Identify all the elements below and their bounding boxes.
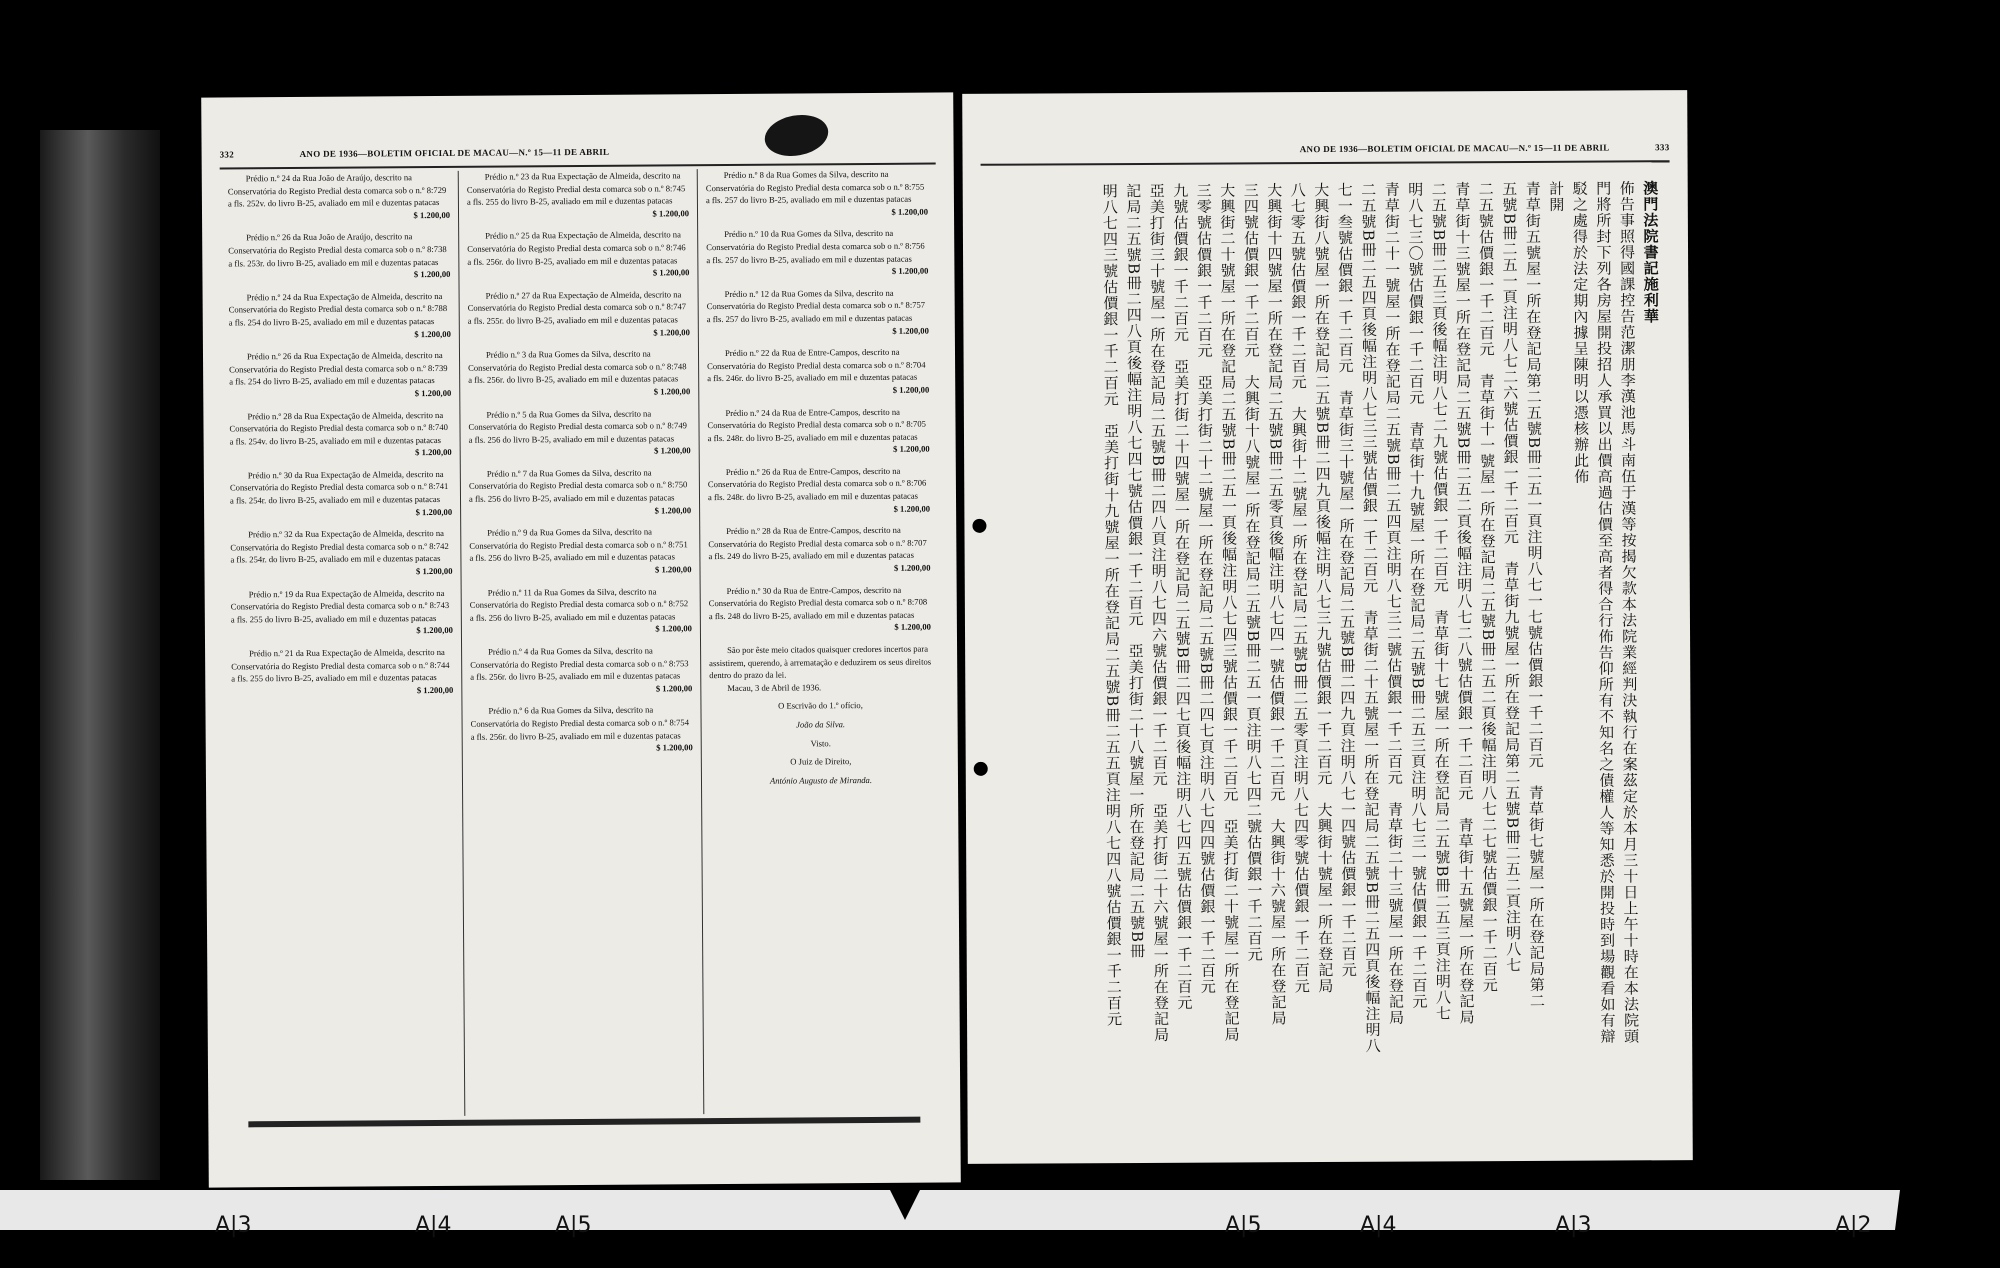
entry-text: Prédio n.º 30 da Rua de Entre-Campos, descrito na Conservatória do Registo Predial desta comarca sob o n.º 8:708 a fls. 248 do livro B-25, avaliado em mil e duzentas patacas — [708, 584, 928, 621]
entry-amount: $ 1.200,00 — [654, 445, 691, 456]
entry-text: Prédio n.º 11 da Rua Gomes da Silva, descrito na Conservatória do Registo Predial desta comarca sob o n.º 8:752 a fls. 256 do livro B-25, avaliado em mil e duzentas patacas — [469, 586, 689, 623]
property-entry — [468, 347, 690, 399]
entry-amount: $ 1.200,00 — [415, 506, 453, 517]
entry-text: Prédio n.º 4 da Rua Gomes da Silva, descrito na Conservatória do Registo Predial desta comarca sob o n.º 8:753 a fls. 256r. do livro B-25, avaliado em mil e duzentas patacas — [470, 645, 689, 682]
vertical-text-column: 駁之處得於法定期內據呈陳明以憑核辦此佈 — [1570, 180, 1591, 485]
entry-text: Prédio n.º 30 da Rua Expectação de Almeida, descrito na Conservatória do Registo Predial desta comarca sob o n.º 8:741 a fls. 254r. do livro B-25, avaliado em mil e duzentas patacas — [229, 468, 449, 506]
entry-text: Prédio n.º 32 da Rua Expectação de Almeida, descrito na Conservatória do Registo Predial desta comarca sob o n.º 8:742 a fls. 254r. do livro B-25, avaliado em mil e duzentas patacas — [230, 528, 449, 565]
column-2 — [459, 169, 705, 1116]
vertical-text-column: 八七零五號估價銀一千二百元 大興街十二號屋一所在登記局二五號B冊二五零頁注明八七四零號估價銀一千二百元 — [1288, 182, 1311, 995]
clerk-title: O Escrivão do 1.º ofício, — [778, 700, 863, 712]
property-entry — [468, 407, 690, 459]
vertical-text-column: 明八七三〇號估價銀一千二百元 青草街十九號屋一所在登記局二五號B冊二五三頁注明八七三一號估價銀一千二百元 — [1406, 181, 1429, 1010]
entry-amount: $ 1.200,00 — [655, 683, 693, 694]
entry-amount: $ 1.200,00 — [893, 503, 931, 514]
entry-text: Prédio n.º 3 da Rua Gomes da Silva, descrito na Conservatória do Registo Predial desta comarca sob o n.º 8:748 a fls. 256r. do livro B-25, avaliado em mil e duzentas patacas — [468, 348, 687, 386]
property-entry — [707, 286, 929, 338]
entry-text: Prédio n.º 5 da Rua Gomes da Silva, descrito na Conservatória do Registo Predial desta comarca sob o n.º 8:749 a fls. 256 do livro B-25, avaliado em mil e duzentas patacas — [468, 408, 687, 445]
entry-text: Prédio n.º 12 da Rua Gomes da Silva, descrito na Conservatória do Registo Predial desta comarca sob o n.º 8:757 a fls. 257 do livro B-25, avaliado em mil e duzentas patacas — [706, 287, 926, 325]
left-page — [201, 92, 961, 1187]
film-edge-band — [0, 1190, 2000, 1230]
vertical-text-column: 大興街二十號屋一所在登記局二五號B冊二五一頁後幅注明八七四三號估價銀一千二百元 亞美打街二十號屋一所在登記局 — [1218, 182, 1241, 1043]
clerk-name-text: João da Silva. — [796, 719, 846, 730]
vertical-text-column: 二五號B冊二五四頁後幅注明八七三三號估價銀一千二百元 青草街二十五號屋一所在登記局二五號B冊二五四頁後幅注明八 — [1359, 181, 1382, 1054]
judge-title: O Juiz de Direito, — [790, 756, 852, 767]
property-entry — [468, 288, 690, 340]
film-mark-label: A|2 — [1835, 1213, 1872, 1238]
entry-text: Prédio n.º 28 da Rua Expectação de Almeida, descrito na Conservatória do Registo Predial desta comarca sob o n.º 8:740 a fls. 254v. do livro B-25, avaliado em mil e duzentas patacas — [229, 409, 448, 447]
property-entry — [470, 704, 692, 756]
entry-amount: $ 1.200,00 — [413, 269, 451, 280]
entry-text: Prédio n.º 24 da Rua de Entre-Campos, descrito na Conservatória do Registo Predial desta comarca sob o n.º 8:705 a fls. 248r. do livro B-25, avaliado em mil e duzentas patacas — [707, 406, 926, 443]
entry-text: Prédio n.º 7 da Rua Gomes da Silva, descrito na Conservatória do Registo Predial desta comarca sob o n.º 8:750 a fls. 256 do livro B-25, avaliado em mil e duzentas patacas — [468, 467, 688, 504]
film-mark-label: A|5 — [555, 1213, 592, 1238]
film-mark-label: A|3 — [215, 1213, 252, 1238]
vertical-text-column: 三四號估價銀一千二百元 大興街十八號屋一所在登記局二五號B冊二五一頁注明八七四二號估價銀一千二百元 — [1241, 182, 1264, 963]
column-3 — [698, 168, 943, 1115]
vertical-text-column: 計開 — [1547, 180, 1566, 213]
vertical-text-column: 門將所封下列各房屋開投招人承買以出價高過估價至高者得合行佈告仰所有不知名之債權人等知悉於開投時到場觀看如有辯 — [1594, 180, 1617, 1045]
place-date: Macau, 3 de Abril de 1936. — [727, 682, 822, 693]
property-entry — [709, 583, 931, 635]
entry-amount: $ 1.200,00 — [656, 742, 693, 753]
bottom-rule — [248, 1117, 920, 1128]
property-entry — [229, 408, 451, 460]
judge-name-text: António Augusto de Miranda. — [769, 774, 873, 786]
property-entry — [467, 169, 689, 221]
entry-text: Prédio n.º 24 da Rua Expectação de Almeida, descrito na Conservatória do Registo Predial desta comarca sob o n.º 8:788 a fls. 254 do livro B-25, avaliado em mil e duzentas patacas — [228, 290, 448, 328]
closing-paragraph: São por êste meio citados quaisquer credores incertos para assistirem, querendo, à arrematação e deduzirem os seus direitos dentro do prazo da lei. — [709, 643, 932, 681]
vertical-text-column: 青草街五號屋一所在登記局第二五號B冊二五一頁注明八七一七號估價銀一千二百元 青草街七號屋一所在登記局第二 — [1523, 180, 1547, 1009]
page-header — [980, 142, 1669, 166]
property-entry — [708, 464, 930, 516]
entry-amount: $ 1.200,00 — [891, 206, 929, 217]
entry-text: Prédio n.º 24 da Rua João de Araújo, descrito na Conservatória do Registo Predial desta comarca sob o n.º 8:729 a fls. 252v. do livro B-25, avaliado em mil e duzentas patacas — [227, 172, 447, 209]
punch-hole — [974, 762, 988, 776]
property-entry — [470, 644, 692, 696]
property-entry — [707, 405, 929, 457]
property-entry — [708, 524, 930, 576]
entry-amount: $ 1.200,00 — [893, 443, 930, 455]
property-entry — [228, 230, 450, 282]
right-page — [962, 90, 1693, 1164]
property-entry — [230, 468, 452, 520]
entry-amount: $ 1.200,00 — [891, 265, 929, 276]
vertical-text-column: 五號B冊二五一頁注明八七二六號估價銀一千二百元 青草街九號屋一所在登記局第二五號B冊二五二頁注明八七 — [1500, 180, 1523, 974]
text-columns — [220, 168, 943, 1118]
entry-amount: $ 1.200,00 — [652, 208, 690, 219]
clerk-name — [710, 718, 932, 732]
judge-name — [710, 773, 932, 787]
property-entry — [706, 168, 928, 220]
property-entry — [230, 527, 452, 579]
entry-amount: $ 1.200,00 — [653, 326, 690, 338]
entry-text: Prédio n.º 9 da Rua Gomes da Silva, descrito na Conservatória do Registo Predial desta comarca sob o n.º 8:751 a fls. 256 do livro B-25, avaliado em mil e duzentas patacas — [469, 526, 688, 564]
property-entry — [228, 171, 450, 223]
property-entry — [469, 525, 691, 577]
property-entry — [229, 290, 451, 342]
entry-text: Prédio n.º 10 da Rua Gomes da Silva, descrito na Conservatória do Registo Predial desta comarca sob o n.º 8:756 a fls. 257 do livro B-25, avaliado em mil e duzentas patacas — [706, 228, 925, 265]
vertical-text-column: 二五號B冊二五三頁後幅注明八七二九號估價銀一千二百元 青草街十七號屋一所在登記局二五號B冊二五三頁注明八七 — [1429, 181, 1453, 1022]
entry-amount: $ 1.200,00 — [416, 625, 453, 636]
vertical-text-column: 澳門法院書記施利華 — [1641, 180, 1660, 325]
property-entry — [470, 585, 692, 637]
running-title: ANO DE 1936—BOLETIM OFICIAL DE MACAU—N.º 15—11 DE ABRIL — [1299, 142, 1610, 155]
entry-text: Prédio n.º 8 da Rua Gomes da Silva, descrito na Conservatória do Registo Predial desta comarca sob o n.º 8:755 a fls. 257 do livro B-25, avaliado em mil e duzentas patacas — [705, 168, 925, 206]
vertical-text-column: 明八七四三號估價銀一千二百元 亞美打街十九號屋一所在登記局二五號B冊二五五頁注明八七四八號估價銀一千二百元 — [1100, 183, 1124, 1028]
entry-amount: $ 1.200,00 — [654, 564, 692, 575]
running-title: ANO DE 1936—BOLETIM OFICIAL DE MACAU—N.º 15—11 DE ABRIL — [299, 146, 610, 159]
vertical-text-column: 大興街十四號屋一所在登記局二五號B冊二五零頁後幅注明八七四一號估價銀一千二百元 大興街十六號屋一所在登記局 — [1265, 182, 1288, 1027]
vertical-text-column: 大興街八號屋一所在登記局二五號B冊二四九頁後幅注明八七三九號估價銀一千二百元 大興街十號屋一所在登記局 — [1312, 181, 1335, 995]
property-entry — [706, 227, 928, 279]
page-header — [220, 145, 936, 170]
entry-amount: $ 1.200,00 — [894, 621, 931, 633]
entry-amount: $ 1.200,00 — [893, 562, 931, 573]
punch-hole — [972, 519, 986, 533]
entry-amount: $ 1.200,00 — [655, 623, 692, 634]
property-entry — [231, 587, 453, 639]
property-entry — [707, 346, 929, 398]
vertical-text-column: 亞美打街三十號屋一所在登記局二五號B冊二四八頁注明八七四六號估價銀一千二百元 亞美打街二十六號屋一所在登記局 — [1147, 182, 1171, 1043]
entry-text: Prédio n.º 26 da Rua João de Araújo, descrito na Conservatória do Registo Predial desta comarca sob o n.º 8:738 a fls. 253r. do livro B-25, avaliado em mil e duzentas patacas — [228, 231, 447, 269]
vertical-text-column: 九號估價銀一千二百元 亞美打街二十四號屋一所在登記局二五號B冊二四七頁後幅注明八七四五號估價銀一千二百元 — [1171, 182, 1194, 1011]
page-number: 332 — [219, 149, 235, 160]
film-mark-label: A|4 — [1360, 1213, 1397, 1238]
property-entry — [467, 229, 689, 281]
entry-amount: $ 1.200,00 — [892, 384, 930, 395]
entry-amount: $ 1.200,00 — [415, 447, 452, 458]
film-mark-label: A|4 — [415, 1213, 452, 1238]
property-entry — [231, 646, 453, 698]
entry-amount: $ 1.200,00 — [652, 267, 690, 278]
page-number: 333 — [1655, 142, 1670, 153]
film-mark-label: A|5 — [1225, 1213, 1262, 1238]
entry-amount: $ 1.200,00 — [653, 386, 691, 397]
film-mark-label: A|3 — [1555, 1213, 1592, 1238]
vertical-text-column: 七一叁號估價銀一千二百元 青草街三十號屋一所在登記局二五號B冊二四九頁注明八七一四號估價銀一千二百元 — [1335, 181, 1358, 978]
vertical-text-column: 記局二五號B冊二四八頁後幅注明八七四七號估價銀一千二百元 亞美打街二十八號屋一所在登記局二五號B冊 — [1124, 182, 1147, 960]
vertical-text-column: 青草街十三號屋一所在登記局二五號B冊二五二頁後幅注明八七二八號估價銀一千二百元 青草街十五號屋一所在登記局 — [1453, 181, 1476, 1026]
vertical-text-column: 青草街二十一號屋一所在登記局二五號B冊二五四頁注明八七三二號估價銀一千二百元 青草街二十三號屋一所在登記局 — [1382, 181, 1406, 1026]
entry-text: Prédio n.º 25 da Rua Expectação de Almeida, descrito na Conservatória do Registo Predial desta comarca sob o n.º 8:746 a fls. 256r. do livro B-25, avaliado em mil e duzentas patacas — [467, 229, 686, 267]
property-entry — [229, 349, 451, 401]
closing-block — [709, 643, 932, 788]
entry-amount: $ 1.200,00 — [414, 387, 452, 399]
entry-text: Prédio n.º 27 da Rua Expectação de Almeida, descrito na Conservatória do Registo Predial desta comarca sob o n.º 8:747 a fls. 255r. do livro B-25, avaliado em mil e duzentas patacas — [467, 289, 687, 326]
entry-text: Prédio n.º 22 da Rua de Entre-Campos, descrito na Conservatória do Registo Predial desta comarca sob o n.º 8:704 a fls. 246r. do livro B-25, avaliado em mil e duzentas patacas — [707, 346, 926, 384]
entry-text: Prédio n.º 26 da Rua de Entre-Campos, descrito na Conservatória do Registo Predial desta comarca sob o n.º 8:706 a fls. 248r. do livro B-25, avaliado em mil e duzentas patacas — [707, 465, 927, 503]
binding-margin — [40, 130, 160, 1180]
property-entry — [469, 466, 691, 518]
vertical-text-column: 三零號估價銀一千二百元 亞美打街二十二號屋一所在登記局二五號B冊二四七頁注明八七四四號估價銀一千二百元 — [1194, 182, 1217, 995]
column-1 — [220, 171, 466, 1118]
entry-amount: $ 1.200,00 — [654, 504, 692, 516]
entry-text: Prédio n.º 26 da Rua Expectação de Almeida, descrito na Conservatória do Registo Predial desta comarca sob o n.º 8:739 a fls. 254 do livro B-25, avaliado em mil e duzentas patacas — [229, 350, 448, 387]
entry-text: Prédio n.º 19 da Rua Expectação de Almeida, descrito na Conservatória do Registo Predial desta comarca sob o n.º 8:743 a fls. 255 do livro B-25, avaliado em mil e duzentas patacas — [230, 587, 450, 625]
entry-amount: $ 1.200,00 — [416, 684, 454, 695]
entry-amount: $ 1.200,00 — [415, 565, 453, 577]
entry-text: Prédio n.º 6 da Rua Gomes da Silva, descrito na Conservatória do Registo Predial desta comarca sob o n.º 8:754 a fls. 256r. do livro B-25, avaliado em mil e duzentas patacas — [470, 704, 690, 742]
entry-amount: $ 1.200,00 — [414, 328, 451, 339]
entry-text: Prédio n.º 21 da Rua Expectação de Almeida, descrito na Conservatória do Registo Predial desta comarca sob o n.º 8:744 a fls. 255 do livro B-25, avaliado em mil e duzentas patacas — [231, 646, 450, 684]
vertical-text-column: 佈告事照得國課控告范潔朋李漢池馬斗南伍于漢等按揭欠款本法院業經判決執行在案茲定於本月三十日上午十時在本法院頭 — [1617, 180, 1641, 1045]
entry-amount: $ 1.200,00 — [413, 209, 451, 220]
entry-text: Prédio n.º 23 da Rua Expectação de Almeida, descrito na Conservatória do Registo Predial desta comarca sob o n.º 8:745 a fls. 255 do livro B-25, avaliado em mil e duzentas patacas — [466, 170, 686, 207]
visto-label: Visto. — [810, 737, 831, 748]
vertical-text-column: 二五號估價銀一千二百元 青草街十一號屋一所在登記局二五號B冊二五二頁後幅注明八七二七號估價銀一千二百元 — [1476, 181, 1499, 994]
entry-amount: $ 1.200,00 — [892, 325, 929, 336]
entry-text: Prédio n.º 28 da Rua de Entre-Campos, descrito na Conservatória do Registo Predial desta comarca sob o n.º 8:707 a fls. 249 do livro B-25, avaliado em mil e duzentas patacas — [708, 525, 927, 562]
